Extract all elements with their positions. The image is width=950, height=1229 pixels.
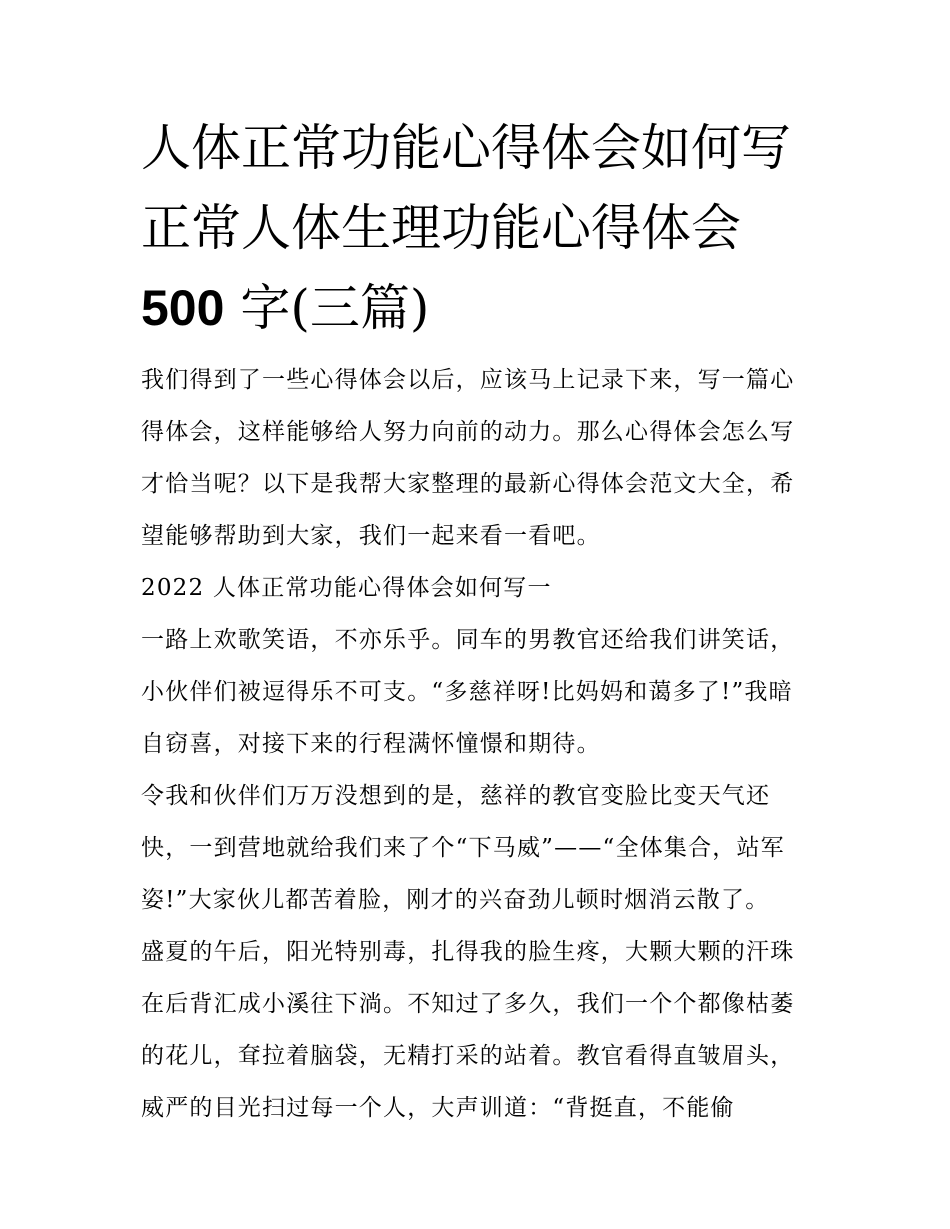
document-body — [141, 354, 821, 1134]
title-line-3 — [141, 268, 821, 348]
title-suffix: 字(三篇) — [224, 279, 430, 337]
title-line-2: 正常人体生理功能心得体会 — [141, 199, 741, 257]
body-line: 自窃喜，对接下来的行程满怀憧憬和期待。 — [141, 731, 601, 757]
document-title — [141, 108, 821, 348]
title-line-1: 人体正常功能心得体会如何写 — [141, 119, 791, 177]
body-line: 才恰当呢？以下是我帮大家整理的最新心得体会范文大全，希 — [141, 471, 795, 497]
body-line: 盛夏的午后，阳光特别毒，扎得我的脸生疼，大颗大颗的汗珠 — [141, 939, 795, 965]
body-line: 在后背汇成小溪往下淌。不知过了多久，我们一个个都像枯萎 — [141, 991, 795, 1017]
body-line: 望能够帮助到大家，我们一起来看一看吧。 — [141, 523, 601, 549]
body-line: 一路上欢歌笑语，不亦乐乎。同车的男教官还给我们讲笑话， — [141, 627, 795, 653]
section-heading: 2022 人体正常功能心得体会如何写一 — [141, 575, 552, 601]
body-line: 姿!”大家伙儿都苦着脸，刚才的兴奋劲儿顿时烟消云散了。 — [141, 887, 770, 913]
body-line: 威严的目光扫过每一个人，大声训道：“背挺直，不能偷 — [141, 1095, 735, 1121]
body-line: 快，一到营地就给我们来了个“下马威”——“全体集合，站军 — [141, 835, 785, 861]
title-number: 500 — [141, 280, 225, 336]
body-line: 的花儿，耷拉着脑袋，无精打采的站着。教官看得直皱眉头， — [141, 1043, 795, 1069]
body-line: 令我和伙伴们万万没想到的是，慈祥的教官变脸比变天气还 — [141, 783, 771, 809]
body-line: 得体会，这样能够给人努力向前的动力。那么心得体会怎么写 — [141, 419, 795, 445]
body-line: 我们得到了一些心得体会以后，应该马上记录下来，写一篇心 — [141, 367, 795, 393]
body-line: 小伙伴们被逗得乐不可支。“多慈祥呀!比妈妈和蔼多了!”我暗 — [141, 679, 793, 705]
